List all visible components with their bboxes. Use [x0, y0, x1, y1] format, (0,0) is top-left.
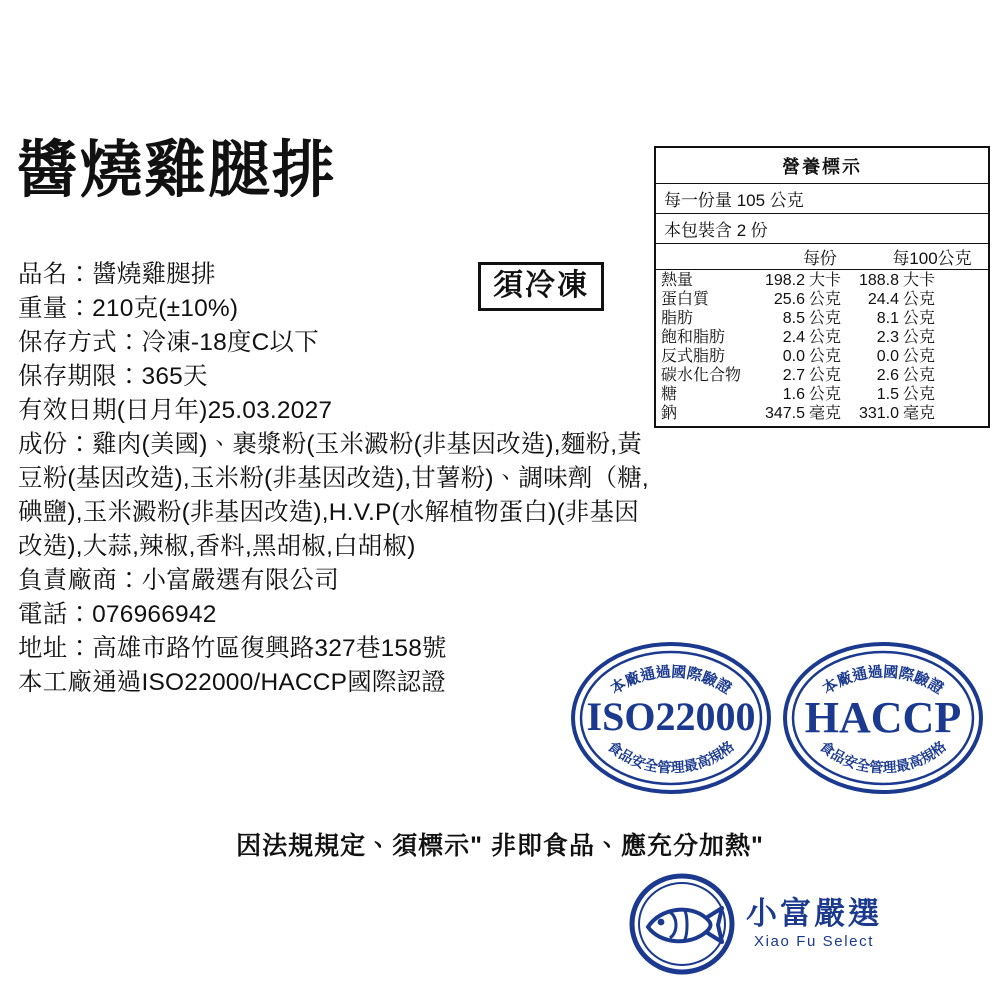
nutrient-unit-100g: 公克	[903, 367, 936, 384]
nutrient-value-serving: 8.5	[782, 310, 805, 327]
nutrient-value-serving: 2.7	[782, 367, 805, 384]
info-ingredients: 成份：雞肉(美國)、裹漿粉(玉米澱粉(非基因改造),麵粉,黃豆粉(基因改造),玉米粉(非基因改造),甘薯粉)、調味劑（糖,碘鹽),玉米澱粉(非基因改造),H.V.P(水解植物蛋白)(非基因改造),大蒜,辣椒,香料,黑胡椒,白胡椒)	[18, 431, 649, 560]
nutrition-servings-per-pack: 本包裝含 2 份	[656, 214, 988, 244]
iso-top-text: 本廠通過國際驗證	[607, 663, 735, 698]
nutrient-name: 碳水化合物	[661, 367, 742, 384]
table-row	[656, 404, 988, 423]
haccp-top-text: 本廠通過國際驗證	[819, 663, 947, 698]
nutrient-value-serving: 1.6	[782, 386, 805, 403]
nutrient-unit-serving: 公克	[809, 329, 842, 346]
table-row	[656, 385, 988, 404]
nutrient-unit-serving: 公克	[809, 386, 842, 403]
iso22000-seal-icon	[566, 638, 776, 798]
nutrient-unit-100g: 毫克	[903, 405, 936, 422]
nutrient-name: 糖	[661, 386, 678, 403]
nutrient-value-100g: 8.1	[876, 310, 899, 327]
legal-note: 因法規規定、須標示" 非即食品、應充分加熱"	[236, 832, 764, 860]
nutrient-unit-serving: 大卡	[809, 272, 842, 289]
nutrient-value-100g: 0.0	[876, 348, 899, 365]
nutrient-unit-100g: 公克	[903, 291, 936, 308]
nutrient-value-serving: 2.4	[782, 329, 805, 346]
nutrient-value-serving: 198.2	[764, 272, 805, 289]
nutrition-column-headers	[656, 244, 988, 270]
table-row	[656, 309, 988, 328]
brand-name-zh: 小富嚴選	[746, 895, 882, 931]
info-shelf-life: 保存期限：365天	[18, 363, 208, 390]
nutrient-unit-serving: 公克	[809, 348, 842, 365]
info-certification: 本工廠通過ISO22000/HACCP國際認證	[18, 669, 447, 696]
fish-logo-icon	[628, 872, 736, 976]
nutrient-value-100g: 2.6	[876, 367, 899, 384]
table-row	[656, 347, 988, 366]
haccp-seal-icon	[778, 638, 988, 798]
nutrient-name: 熱量	[661, 272, 694, 289]
nutrient-value-100g: 24.4	[867, 291, 899, 308]
frozen-stamp: 須冷凍	[478, 262, 604, 311]
certification-seals	[566, 638, 996, 808]
info-phone: 電話：076966942	[18, 601, 217, 628]
nutrient-name: 反式脂肪	[661, 348, 726, 365]
table-row	[656, 271, 988, 290]
nutrient-unit-serving: 公克	[809, 310, 842, 327]
haccp-center-text: HACCP	[804, 693, 962, 742]
brand-logo	[628, 872, 882, 976]
brand-name-en: Xiao Fu Select	[754, 933, 874, 951]
product-info	[18, 258, 658, 700]
svg-text:食品安全管理最高規格	[817, 738, 949, 776]
svg-text:食品安全管理最高規格	[605, 738, 737, 776]
nutrient-unit-100g: 公克	[903, 348, 936, 365]
table-row	[656, 328, 988, 347]
nutrient-value-100g: 188.8	[858, 272, 899, 289]
nutrient-value-100g: 331.0	[858, 405, 899, 422]
nutrition-table	[654, 146, 990, 428]
nutrition-title: 營養標示	[656, 148, 988, 184]
nutrient-unit-serving: 公克	[809, 291, 842, 308]
info-manufacturer: 負責廠商：小富嚴選有限公司	[18, 567, 340, 594]
nutrient-unit-serving: 公克	[809, 367, 842, 384]
info-name: 品名：醬燒雞腿排	[18, 261, 216, 288]
nutrient-unit-serving: 毫克	[809, 405, 842, 422]
nutrient-name: 鈉	[661, 405, 678, 422]
svg-text:本廠通過國際驗證	[608, 663, 735, 698]
nutrient-value-serving: 0.0	[782, 348, 805, 365]
info-weight: 重量：210克(±10%)	[18, 295, 239, 322]
nutrition-serving-size: 每一份量 105 公克	[656, 184, 988, 214]
table-row	[656, 290, 988, 309]
info-address: 地址：高雄市路竹區復興路327巷158號	[18, 635, 447, 662]
nutrient-name: 飽和脂肪	[661, 329, 726, 346]
nutrient-name: 脂肪	[661, 310, 694, 327]
nutrient-unit-100g: 公克	[903, 329, 936, 346]
nutrient-unit-100g: 大卡	[903, 272, 936, 289]
nutrient-unit-100g: 公克	[903, 310, 936, 327]
info-expiry: 有效日期(日月年)25.03.2027	[18, 397, 333, 424]
nutrition-header-blank	[656, 244, 764, 269]
nutrient-value-serving: 347.5	[764, 405, 805, 422]
iso-bottom-text: 食品安全管理最高規格	[605, 737, 737, 776]
table-row	[656, 366, 988, 385]
nutrient-value-100g: 1.5	[876, 386, 899, 403]
nutrition-rows	[656, 270, 988, 426]
nutrition-header-per-100g: 每100公克	[892, 249, 972, 268]
nutrient-unit-100g: 公克	[903, 386, 936, 403]
info-storage: 保存方式：冷凍-18度C以下	[18, 329, 319, 356]
nutrition-header-per-serving: 每份	[803, 249, 837, 268]
nutrient-name: 蛋白質	[661, 291, 710, 308]
haccp-bottom-text: 食品安全管理最高規格	[817, 737, 949, 776]
page-title: 醬燒雞腿排	[16, 136, 337, 205]
nutrient-value-100g: 2.3	[876, 329, 899, 346]
iso-center-text: ISO22000	[586, 694, 756, 739]
nutrient-value-serving: 25.6	[773, 291, 805, 308]
brand-text	[746, 895, 882, 951]
